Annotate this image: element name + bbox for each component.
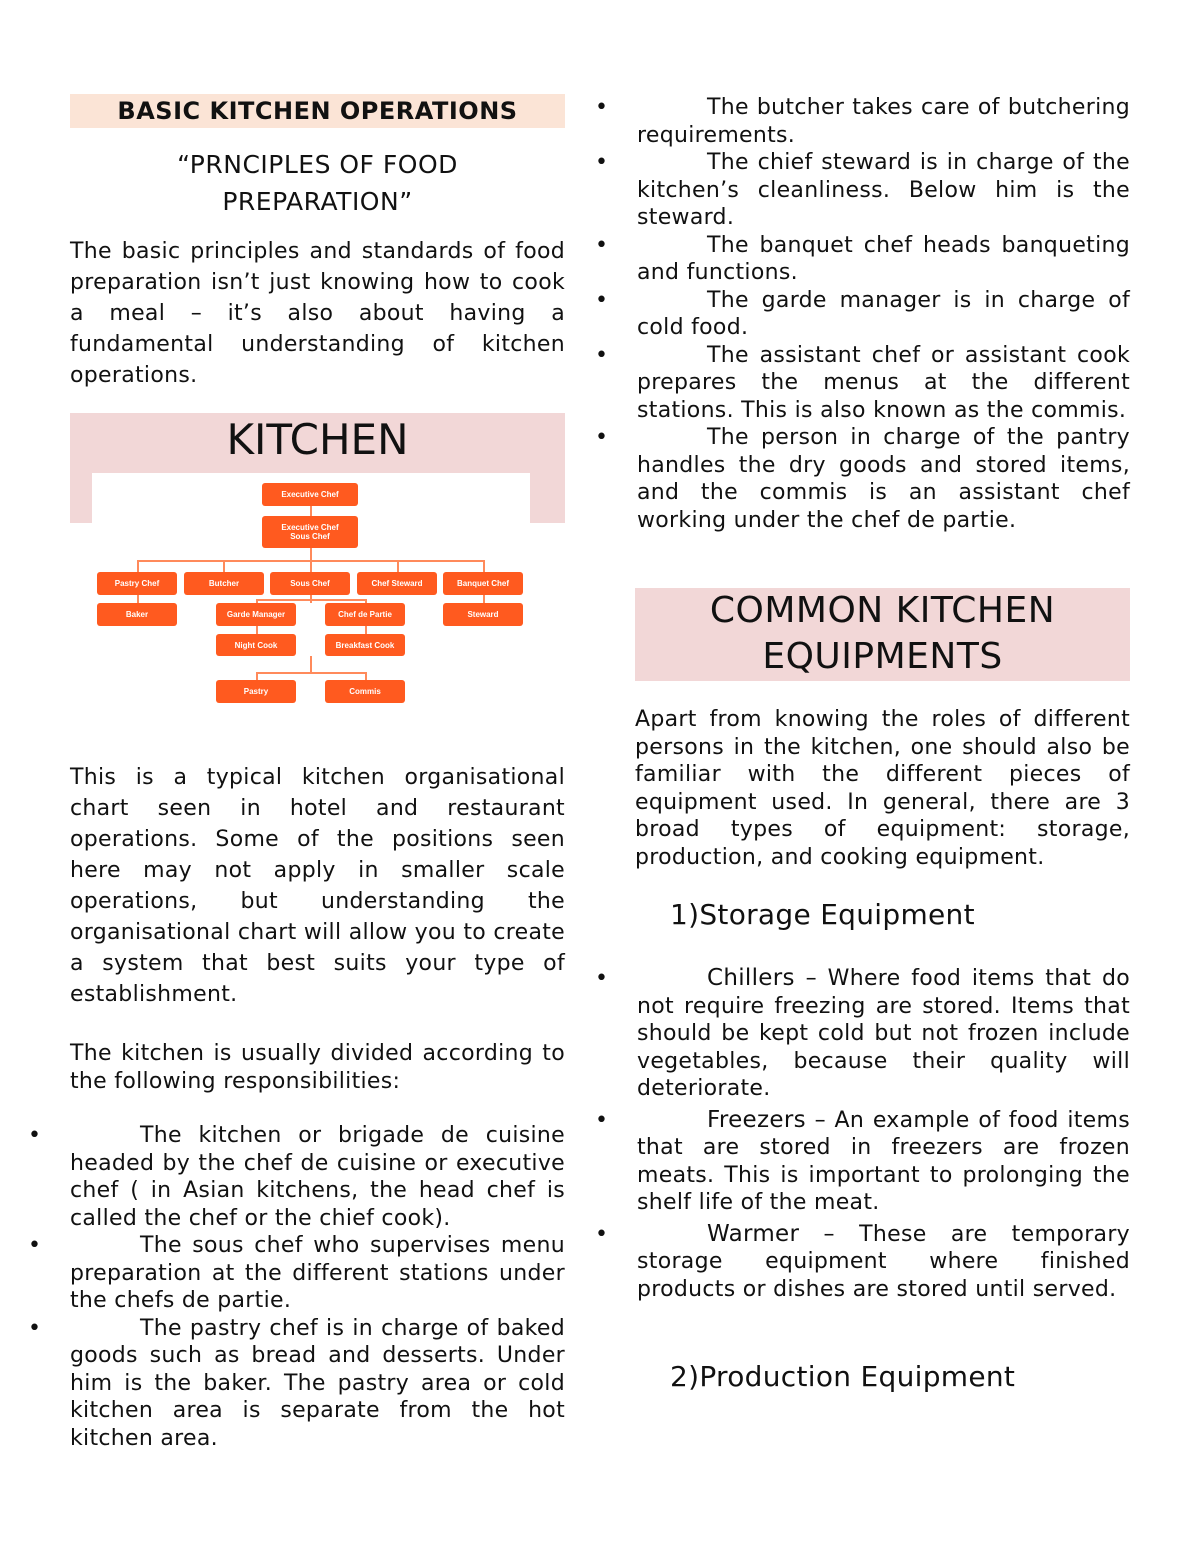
list-item: • The butcher takes care of butchering requirements.: [595, 95, 1130, 148]
equipment-title-banner: [635, 588, 1130, 681]
subtitle-line-2: PREPARATION”: [222, 187, 413, 216]
list-item: • The sous chef who supervises menu preparation at the different stations under the chefs de partie.: [28, 1233, 565, 1313]
division-paragraph: The kitchen is usually divided according to the following responsibilities:: [70, 1041, 565, 1094]
production-equipment-heading: 2)Production Equipment: [670, 1360, 1016, 1393]
org-node-garde-manager: Garde Manager: [216, 603, 296, 626]
org-connector: [256, 672, 366, 674]
org-connector: [310, 560, 312, 572]
org-connector: [397, 560, 399, 572]
org-connector: [256, 599, 366, 601]
org-connector: [223, 560, 225, 572]
org-node-pastry-chef: Pastry Chef: [97, 572, 177, 595]
kitchen-title: KITCHEN: [226, 415, 409, 464]
list-item: • The person in charge of the pantry handles the dry goods and stored items, and the commis is an assistant chef working under the chef de partie.: [595, 425, 1130, 533]
org-connector: [256, 672, 258, 680]
org-node-commis: Commis: [325, 680, 405, 703]
subtitle: [70, 146, 565, 220]
org-node-baker: Baker: [97, 603, 177, 626]
org-node-pastry: Pastry: [216, 680, 296, 703]
page-title: BASIC KITCHEN OPERATIONS: [70, 94, 565, 128]
org-connector: [137, 595, 139, 603]
list-item: • The chief steward is in charge of the kitchen’s cleanliness. Below him is the steward.: [595, 150, 1130, 230]
org-connector: [310, 506, 312, 516]
org-node-exec-sous-chef: Executive Chef Sous Chef: [262, 516, 358, 548]
storage-equipment-heading: 1)Storage Equipment: [670, 898, 975, 931]
org-node-breakfast-cook: Breakfast Cook: [325, 634, 405, 656]
equipment-intro: Apart from knowing the roles of different persons in the kitchen, one should also be familiar with the different pieces of equipment used. In general, there are 3 broad types of equipment: storage, production, and cooking equipment.: [635, 707, 1130, 870]
org-connector: [483, 595, 485, 603]
org-node-executive-chef: Executive Chef: [262, 483, 358, 506]
list-item: • The garde manager is in charge of cold food.: [595, 287, 1130, 340]
responsibility-list-right: [595, 94, 1130, 534]
org-connector: [137, 560, 139, 572]
equipment-title-line-1: COMMON KITCHEN: [709, 590, 1056, 631]
org-node-butcher: Butcher: [184, 572, 264, 595]
list-item: • The banquet chef heads banqueting and functions.: [595, 232, 1130, 285]
org-connector: [365, 672, 367, 680]
org-node-banquet-chef: Banquet Chef: [443, 572, 523, 595]
equipment-title-line-2: EQUIPMENTS: [762, 636, 1003, 677]
org-node-night-cook: Night Cook: [216, 634, 296, 656]
org-connector: [310, 548, 312, 560]
list-item: • The assistant chef or assistant cook prepares the menus at the different stations. This is also known as the commis.: [595, 342, 1130, 423]
org-node-steward: Steward: [443, 603, 523, 626]
list-item: • The kitchen or brigade de cuisine headed by the chef de cuisine or executive chef ( in Asian kitchens, the head chef is called the chef or the chief cook).: [28, 1123, 565, 1231]
left-column: [70, 94, 565, 523]
org-chart-paragraph: This is a typical kitchen organisational chart seen in hotel and restaurant operations. Some of the positions seen here may not apply in smaller scale operations, but understanding the organisational chart will allow you to create a system that best suits your type of establishment.: [70, 765, 565, 1007]
org-connector: [483, 560, 485, 572]
subtitle-line-1: “PRNCIPLES OF FOOD: [177, 150, 458, 179]
org-node-chef-steward: Chef Steward: [357, 572, 437, 595]
list-item: • Freezers – An example of food items that are stored in freezers are frozen meats. This is important to prolonging the shelf life of the meat.: [595, 1106, 1130, 1215]
list-item: • Warmer – These are temporary storage equipment where finished products or dishes are stored until served.: [595, 1220, 1130, 1302]
intro-paragraph: The basic principles and standards of food preparation isn’t just knowing how to cook a meal – it’s also about having a fundamental understanding of kitchen operations.: [70, 239, 565, 388]
list-item: • The pastry chef is in charge of baked goods such as bread and desserts. Under him is the baker. The pastry area or cold kitchen area is separate from the hot kitchen area.: [28, 1315, 565, 1451]
equipment-term: Chillers: [707, 965, 795, 991]
equipment-term: Warmer: [707, 1220, 800, 1247]
org-chart: [70, 478, 565, 713]
equipment-term: Freezers: [707, 1106, 806, 1133]
org-node-sous-chef: Sous Chef: [270, 572, 350, 595]
storage-equipment-list: [595, 965, 1130, 1307]
org-connector: [310, 656, 312, 672]
list-item: • Chillers – Where food items that do not require freezing are stored. Items that should be kept cold but not frozen include vegetables, because their quality will deteriorate.: [595, 965, 1130, 1101]
responsibility-list-left: [28, 1122, 565, 1452]
org-node-chef-de-partie: Chef de Partie: [325, 603, 405, 626]
